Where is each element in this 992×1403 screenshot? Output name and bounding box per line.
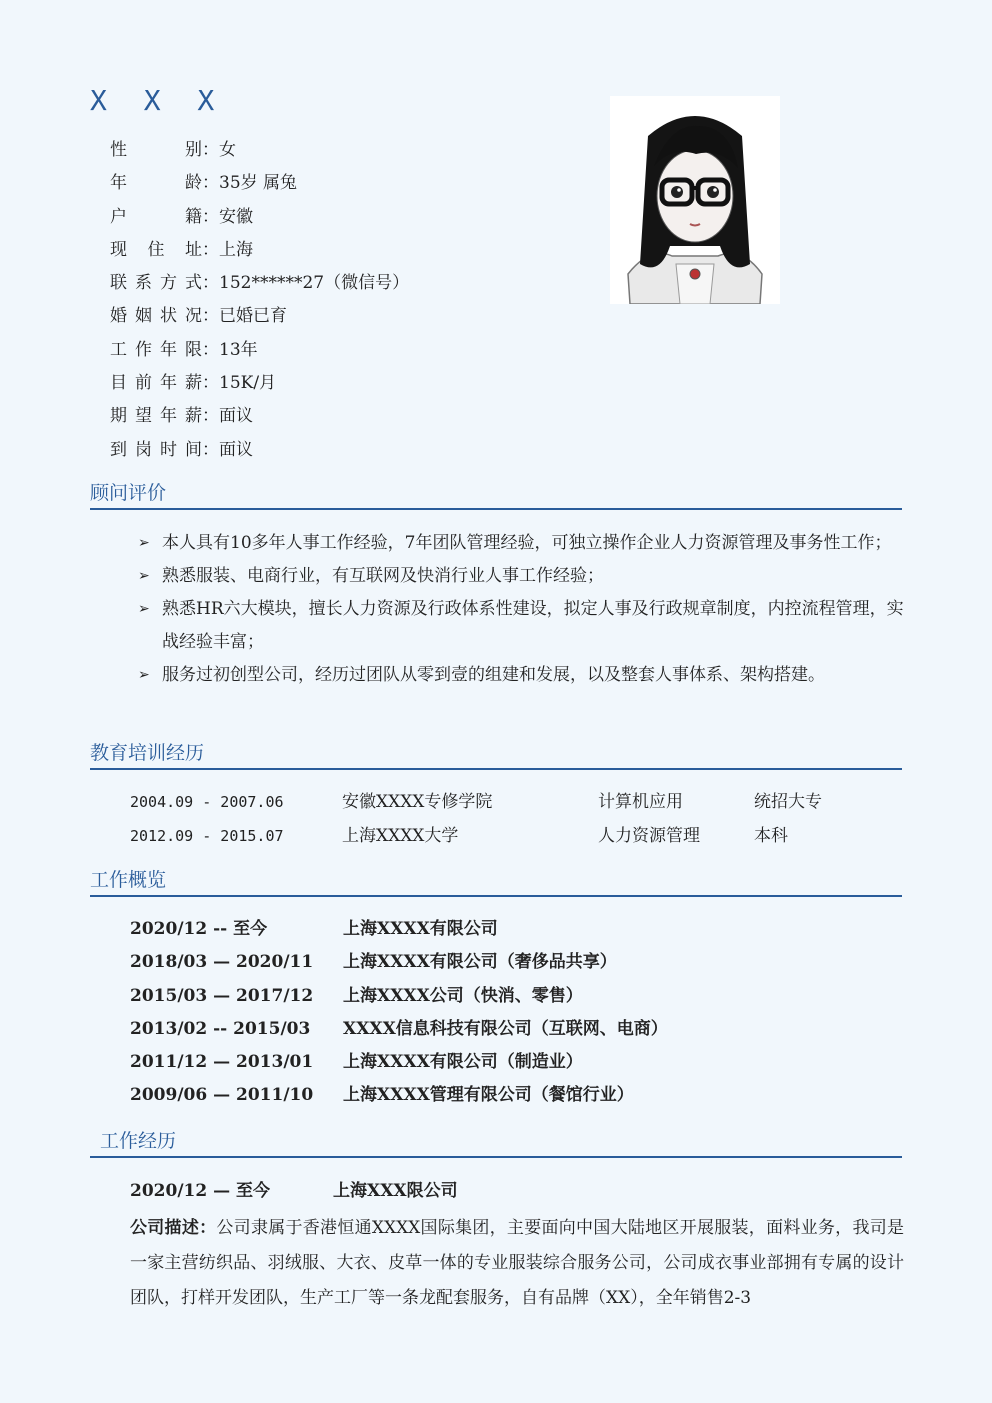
edu-school: 安徽XXXX专修学院	[342, 792, 493, 812]
section-title-education: 教育培训经历	[90, 740, 902, 770]
info-label: 期望年薪	[110, 406, 202, 427]
evaluation-text: 熟悉HR六大模块，擅长人力资源及行政体系性建设，拟定人事及行政规章制度，内控流程管理，实战经验丰富；	[162, 599, 904, 652]
work-period: 2020/12 -- 至今	[130, 919, 268, 939]
info-label: 联系方式	[110, 273, 202, 294]
info-colon: ：	[202, 273, 219, 294]
evaluation-text: 本人具有10多年人事工作经验，7年团队管理经验，可独立操作企业人力资源管理及事务性工作；	[162, 533, 892, 553]
info-value: 女	[219, 140, 236, 160]
info-value: 35岁 属兔	[219, 173, 298, 194]
experience-company: 上海XXX限公司	[333, 1181, 458, 1201]
info-row-age	[110, 167, 409, 200]
info-colon: ：	[202, 239, 219, 260]
info-value: 15K/月	[219, 373, 277, 394]
edu-degree: 本科	[754, 825, 788, 846]
edu-period: 2004.09 - 2007.06	[130, 793, 284, 811]
work-row	[130, 1013, 668, 1046]
work-overview-list	[130, 913, 668, 1113]
info-row-hukou	[110, 201, 409, 234]
evaluation-list	[138, 527, 904, 692]
company-description	[130, 1211, 904, 1316]
work-company: 上海XXXX有限公司（制造业）	[343, 1052, 583, 1073]
info-row-marital	[110, 300, 409, 333]
work-row	[130, 946, 668, 979]
cartoon-girl-avatar	[610, 96, 780, 304]
info-label: 现 住 址	[110, 239, 202, 260]
edu-major: 计算机应用	[598, 792, 683, 812]
work-row	[130, 913, 668, 946]
company-desc-label: 公司描述：	[130, 1218, 217, 1238]
info-colon: ：	[202, 306, 219, 327]
arrow-bullet-icon: ➢	[138, 535, 150, 551]
list-item	[138, 560, 904, 593]
info-colon: ：	[202, 206, 219, 227]
info-label: 工作年限	[110, 339, 202, 360]
work-company: XXXX信息科技有限公司（互联网、电商）	[343, 1018, 668, 1039]
work-row	[130, 980, 668, 1013]
work-company: 上海XXXX有限公司	[343, 919, 498, 939]
edu-degree: 统招大专	[754, 792, 822, 812]
work-row	[130, 1079, 668, 1112]
experience-period: 2020/12 — 至今	[130, 1181, 271, 1201]
work-company: 上海XXXX有限公司（奢侈品共享）	[343, 952, 617, 973]
evaluation-text: 熟悉服装、电商行业，有互联网及快消行业人事工作经验；	[162, 566, 604, 586]
education-list	[130, 786, 822, 853]
education-row	[130, 820, 822, 854]
info-colon: ：	[202, 173, 219, 194]
work-period: 2015/03 — 2017/12	[130, 985, 314, 1006]
info-value: 安徽	[219, 206, 253, 227]
arrow-bullet-icon: ➢	[138, 667, 150, 683]
candidate-name: X X X	[90, 84, 225, 117]
info-colon: ：	[202, 140, 219, 160]
info-colon: ：	[202, 339, 219, 360]
edu-school: 上海XXXX大学	[342, 825, 459, 846]
section-title-overview: 工作概览	[90, 867, 902, 897]
info-value: 上海	[219, 239, 253, 260]
section-title-evaluation: 顾问评价	[90, 480, 902, 510]
list-item	[138, 527, 904, 560]
work-period: 2018/03 — 2020/11	[130, 952, 314, 973]
info-label: 年 龄	[110, 173, 202, 194]
work-company: 上海XXXX管理有限公司（餐馆行业）	[343, 1085, 634, 1106]
info-label: 目前年薪	[110, 373, 202, 394]
company-desc-text: 公司隶属于香港恒通XXXX国际集团，主要面向中国大陆地区开展服装，面料业务，我司是一家主营纺织品、羽绒服、大衣、皮草一体的专业服装综合服务公司，公司成衣事业部拥有专属的设计团队，打样开发团队，生产工厂等一条龙配套服务，自有品牌（XX），全年销售2-3	[130, 1218, 904, 1308]
section-title-experience: 工作经历	[90, 1128, 902, 1158]
info-label: 性 别	[110, 140, 202, 160]
info-row-expected-salary	[110, 400, 409, 433]
info-colon: ：	[202, 373, 219, 394]
info-row-gender	[110, 134, 409, 167]
work-period: 2011/12 — 2013/01	[130, 1052, 314, 1073]
info-value: 13年	[219, 339, 258, 360]
experience-header	[130, 1176, 458, 1201]
list-item	[138, 659, 904, 692]
arrow-bullet-icon: ➢	[138, 568, 150, 584]
work-company: 上海XXXX公司（快消、零售）	[343, 985, 583, 1006]
personal-info	[110, 134, 409, 467]
work-period: 2013/02 -- 2015/03	[130, 1018, 311, 1039]
info-row-start-date	[110, 434, 409, 467]
work-row	[130, 1046, 668, 1079]
list-item	[138, 593, 904, 659]
info-label: 到岗时间	[110, 439, 202, 460]
info-value: 已婚已育	[219, 306, 287, 327]
profile-photo	[610, 96, 780, 304]
info-row-years	[110, 334, 409, 367]
evaluation-text: 服务过初创型公司，经历过团队从零到壹的组建和发展，以及整套人事体系、架构搭建。	[162, 665, 825, 685]
edu-period: 2012.09 - 2015.07	[130, 826, 284, 845]
info-row-current-salary	[110, 367, 409, 400]
info-value: 152******27（微信号）	[219, 273, 410, 294]
arrow-bullet-icon: ➢	[138, 601, 150, 617]
info-row-address	[110, 234, 409, 267]
info-value: 面议	[219, 406, 253, 427]
info-label: 婚姻状况	[110, 306, 202, 327]
work-period: 2009/06 — 2011/10	[130, 1085, 314, 1106]
info-colon: ：	[202, 406, 219, 427]
info-label: 户 籍	[110, 206, 202, 227]
info-row-contact	[110, 267, 409, 300]
info-colon: ：	[202, 439, 219, 460]
education-row	[130, 786, 822, 820]
edu-major: 人力资源管理	[598, 825, 700, 846]
info-value: 面议	[219, 439, 253, 460]
